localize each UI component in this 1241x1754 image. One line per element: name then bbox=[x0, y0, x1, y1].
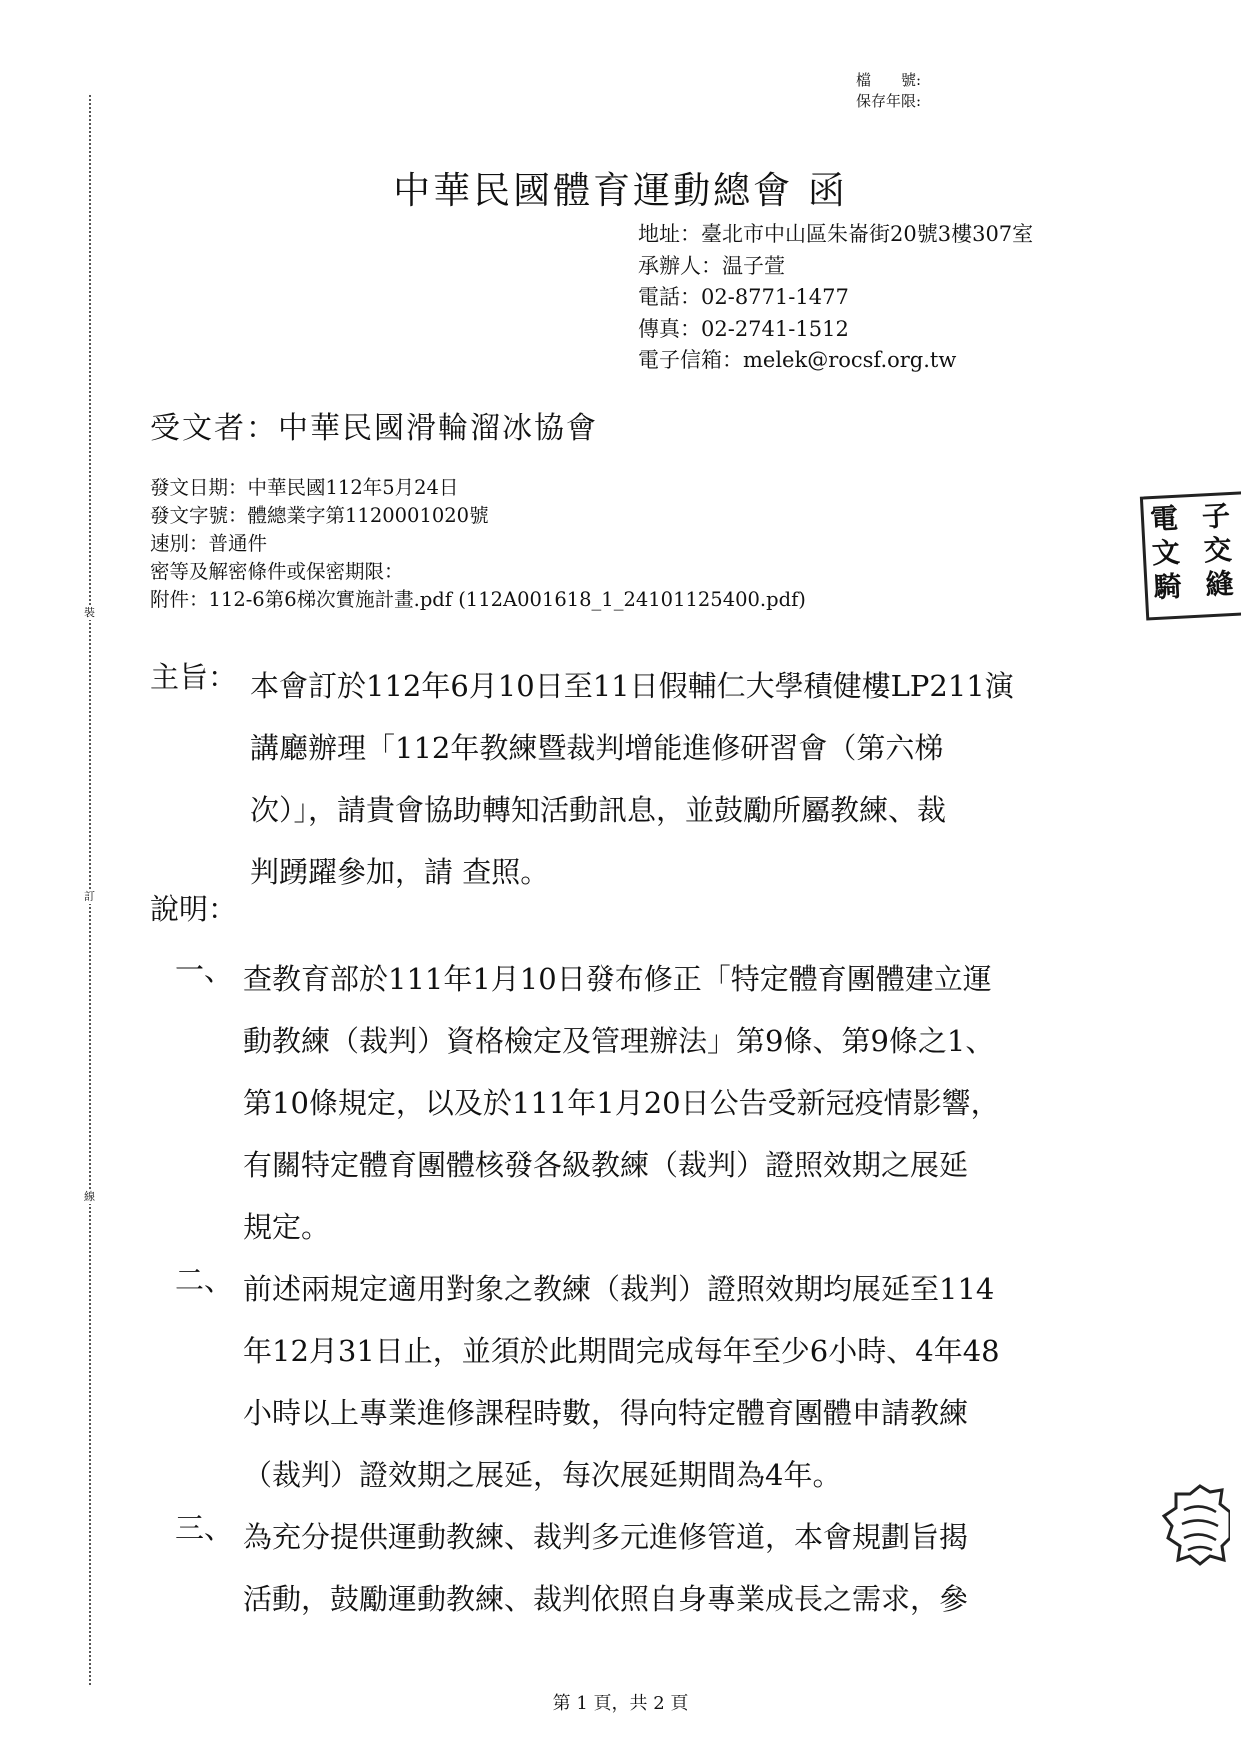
explanation-item bbox=[243, 1258, 1000, 1506]
page-footer: 第 1 頁，共 2 頁 bbox=[552, 1693, 689, 1714]
electronic-seal-fragment bbox=[1140, 489, 1241, 620]
explanation-line: 小時以上專業進修課程時數，得向特定體育團體申請教練 bbox=[243, 1396, 969, 1430]
subject-line: 本會訂於112年6月10日至11日假輔仁大學積健樓LP211演 bbox=[250, 669, 1014, 703]
recipient: 受文者：中華民國滑輪溜冰協會 bbox=[150, 411, 598, 446]
seal-char: 騎 bbox=[1152, 569, 1183, 605]
sender-fax: 傳真：02-2741-1512 bbox=[638, 316, 849, 341]
stamp-fragment-icon bbox=[1160, 1482, 1230, 1566]
explanation-line: （裁判）證效期之展延，每次展延期間為4年。 bbox=[243, 1458, 842, 1492]
explanation-line: 活動，鼓勵運動教練、裁判依照自身專業成長之需求，參 bbox=[243, 1582, 969, 1616]
seal-char: 文 bbox=[1150, 535, 1181, 571]
subject-line: 次）」，請貴會協助轉知活動訊息，並鼓勵所屬教練、裁 bbox=[250, 793, 947, 827]
subject-label: 主旨： bbox=[150, 660, 238, 694]
binding-mark-xian: 線 bbox=[84, 1190, 95, 1203]
binding-mark-ding: 訂 bbox=[84, 890, 95, 903]
explanation-item-marker: 三、 bbox=[175, 1511, 234, 1545]
sender-contact-person: 承辦人：温子萱 bbox=[638, 253, 785, 278]
explanation-line: 年12月31日止，並須於此期間完成每年至少6小時、4年48 bbox=[243, 1334, 1000, 1368]
file-number-block bbox=[856, 70, 921, 112]
explanation-item-marker: 一、 bbox=[175, 953, 234, 987]
explanation-label: 說明： bbox=[150, 892, 238, 926]
explanation-item bbox=[243, 1506, 968, 1630]
explanation-line: 規定。 bbox=[243, 1210, 331, 1244]
file-number-label: 檔 號: bbox=[856, 71, 922, 89]
document-number: 發文字號：體總業字第1120001020號 bbox=[150, 504, 489, 527]
secrecy-level: 密等及解密條件或保密期限： bbox=[150, 560, 404, 583]
document-meta bbox=[150, 474, 806, 614]
explanation-item bbox=[243, 948, 1000, 1258]
explanation-item-marker: 二、 bbox=[175, 1263, 234, 1297]
subject-body bbox=[250, 655, 1014, 903]
sender-phone: 電話：02-8771-1477 bbox=[638, 285, 849, 309]
document-title: 中華民國體育運動總會 函 bbox=[393, 169, 848, 212]
subject-line: 講廳辦理「112年教練暨裁判增能進修研習會（第六梯 bbox=[250, 731, 944, 765]
seal-char: 交 bbox=[1202, 532, 1233, 568]
seal-char: 縫 bbox=[1204, 566, 1235, 602]
sender-address: 地址：臺北市中山區朱崙街20號3樓307室 bbox=[638, 222, 1034, 246]
sender-email: 電子信箱：melek@rocsf.org.tw bbox=[638, 348, 957, 372]
explanation-line: 查教育部於111年1月10日發布修正「特定體育團體建立運 bbox=[243, 962, 992, 996]
explanation-line: 動教練（裁判）資格檢定及管理辦法」第9條、第9條之1、 bbox=[243, 1024, 995, 1058]
explanation-line: 前述兩規定適用對象之教練（裁判）證照效期均展延至114 bbox=[243, 1272, 995, 1306]
retention-label: 保存年限: bbox=[856, 92, 922, 110]
explanation-line: 為充分提供運動教練、裁判多元進修管道，本會規劃旨揭 bbox=[243, 1520, 969, 1554]
issue-date: 發文日期：中華民國112年5月24日 bbox=[150, 476, 459, 499]
subject-line: 判踴躍參加，請 查照。 bbox=[250, 855, 550, 889]
binding-mark-zhuang: 裝 bbox=[84, 606, 95, 619]
explanation-line: 有關特定體育團體核發各級教練（裁判）證照效期之展延 bbox=[243, 1148, 969, 1182]
sender-info bbox=[638, 219, 1033, 377]
speed-class: 速別：普通件 bbox=[150, 532, 268, 555]
seal-char: 子 bbox=[1201, 499, 1231, 534]
seal-char: 電 bbox=[1149, 501, 1179, 537]
explanation-line: 第10條規定，以及於111年1月20日公告受新冠疫情影響， bbox=[243, 1086, 1000, 1120]
attachment-line: 附件：112-6第6梯次實施計畫.pdf (112A001618_1_24101125400.pdf) bbox=[150, 588, 806, 611]
